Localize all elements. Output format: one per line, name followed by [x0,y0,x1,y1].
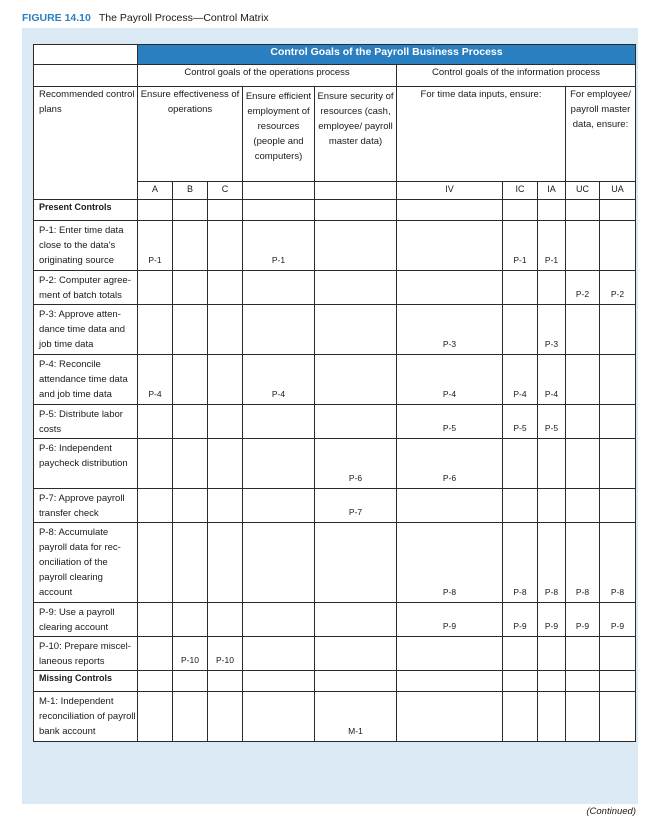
matrix-cell [173,523,208,603]
cell-value [243,739,314,741]
cell-value: P-1 [271,255,286,265]
matrix-cell [208,439,243,489]
figure-title [22,12,269,24]
figure-caption: The Payroll Process—Control Matrix [98,12,269,24]
control-plan-label: P-5: Distribute labor costs [34,405,138,439]
matrix-cell [173,439,208,489]
cell-value: P-4 [148,389,162,399]
cell-value: P-1 [513,255,527,265]
matrix-cell [538,405,566,439]
matrix-cell [243,489,315,523]
matrix-cell [397,355,503,405]
matrix-cell [315,439,397,489]
goal-letter: B [173,182,208,200]
matrix-cell [566,355,600,405]
cell-value [600,739,635,741]
cell-value: P-8 [610,587,625,597]
cell-value: P-1 [148,255,162,265]
control-plan-row [34,405,636,439]
matrix-cell [138,523,173,603]
matrix-cell [600,523,636,603]
matrix-cell [503,271,538,305]
matrix-cell [173,637,208,671]
cell-value: P-8 [544,587,559,597]
cell-value: P-10 [216,655,234,665]
matrix-cell [538,523,566,603]
matrix-cell [208,489,243,523]
matrix-cell [138,637,173,671]
matrix-cell [503,439,538,489]
cell-value [503,739,537,741]
matrix-cell [397,692,503,742]
matrix-cell [566,603,600,637]
matrix-cell [538,221,566,271]
matrix-cell [397,221,503,271]
control-plan-row [34,305,636,355]
goal-letter: UA [600,182,636,200]
cell-value: P-6 [348,473,363,483]
cell-value: P-9 [610,621,625,631]
matrix-cell [566,271,600,305]
matrix-cell [208,271,243,305]
control-plan-row [34,692,636,742]
goal-security: Ensure security of resources (cash, employee/ payroll master data) [315,87,397,182]
matrix-cell [503,692,538,742]
cell-value: P-4 [544,389,559,399]
cell-value: P-4 [271,389,286,399]
matrix-cell [315,692,397,742]
matrix-cell [243,305,315,355]
matrix-cell [566,405,600,439]
cell-value: P-4 [513,389,527,399]
cell-value: P-5 [544,423,559,433]
matrix-cell [397,405,503,439]
control-plan-label: P-7: Approve payroll transfer check [34,489,138,523]
figure-number: FIGURE 14.10 [22,12,91,24]
matrix-cell [138,439,173,489]
matrix-cell [315,603,397,637]
matrix-cell [208,603,243,637]
matrix-cell [503,489,538,523]
matrix-cell [397,305,503,355]
matrix-cell [600,355,636,405]
control-plan-row [34,439,636,489]
info-goals-header: Control goals of the information process [397,65,636,87]
matrix-cell [600,271,636,305]
matrix-cell [315,355,397,405]
matrix-cell [173,305,208,355]
matrix-cell [315,523,397,603]
matrix-cell [600,221,636,271]
matrix-cell [503,305,538,355]
matrix-cell [397,603,503,637]
cell-value [138,739,172,741]
matrix-cell [315,221,397,271]
cell-value: P-6 [442,473,457,483]
goal-letter: A [138,182,173,200]
cell-value: P-7 [348,507,363,517]
control-plan-row [34,603,636,637]
matrix-cell [243,271,315,305]
matrix-cell [566,305,600,355]
matrix-cell [243,405,315,439]
goal-letter [243,182,315,200]
matrix-cell [208,221,243,271]
cell-value: P-5 [513,423,527,433]
matrix-banner: Control Goals of the Payroll Business Process [138,45,636,65]
matrix-cell [243,221,315,271]
cell-value: P-9 [513,621,527,631]
cell-value: P-3 [442,339,457,349]
matrix-cell [397,637,503,671]
matrix-cell [538,439,566,489]
goal-master-data: For employee/ payroll master data, ensure: [566,87,636,182]
goal-letter: UC [566,182,600,200]
matrix-cell [315,489,397,523]
section-present-controls: Present Controls [34,200,138,221]
control-plan-label: P-6: Independent paycheck distribution [34,439,138,489]
matrix-cell [538,637,566,671]
matrix-cell [138,692,173,742]
goal-time-inputs: For time data inputs, ensure: [397,87,566,182]
matrix-cell [208,405,243,439]
cell-value [173,739,207,741]
matrix-cell [538,355,566,405]
control-plan-label: P-9: Use a payroll clearing account [34,603,138,637]
goal-letter: C [208,182,243,200]
matrix-cell [503,603,538,637]
matrix-cell [503,355,538,405]
continued-note: (Continued) [586,806,636,817]
matrix-cell [600,603,636,637]
matrix-panel [22,28,638,804]
matrix-cell [600,439,636,489]
matrix-cell [538,603,566,637]
goal-letter: IC [503,182,538,200]
matrix-cell [173,355,208,405]
matrix-cell [208,305,243,355]
matrix-cell [315,305,397,355]
cell-value: P-3 [544,339,559,349]
cell-value: P-2 [575,289,590,299]
matrix-cell [208,355,243,405]
cell-value: P-8 [575,587,590,597]
matrix-cell [173,221,208,271]
matrix-cell [315,271,397,305]
matrix-cell [600,637,636,671]
control-plan-label: P-8: Accumulate payroll data for rec-onciliation of the payroll clearing account [34,523,138,603]
matrix-cell [243,355,315,405]
matrix-cell [315,637,397,671]
section-missing-controls: Missing Controls [34,671,138,692]
matrix-cell [397,271,503,305]
control-plan-label: P-2: Computer agree-ment of batch totals [34,271,138,305]
cell-value: P-9 [442,621,457,631]
control-plan-label: P-1: Enter time data close to the data's originating source [34,221,138,271]
cell-value [208,739,242,741]
matrix-cell [538,305,566,355]
cell-value: P-10 [181,655,199,665]
matrix-cell [138,355,173,405]
cell-value: P-8 [442,587,457,597]
control-plan-row [34,489,636,523]
cell-value: P-9 [544,621,559,631]
cell-value: P-2 [610,289,625,299]
cell-value: P-4 [442,389,457,399]
matrix-cell [566,489,600,523]
matrix-cell [138,271,173,305]
matrix-cell [138,489,173,523]
matrix-cell [566,439,600,489]
cell-value: P-1 [544,255,559,265]
cell-value: M-1 [348,726,363,736]
matrix-cell [173,271,208,305]
matrix-cell [138,603,173,637]
ops-goals-header: Control goals of the operations process [138,65,397,87]
matrix-cell [503,637,538,671]
cell-value [538,739,565,741]
cell-value: P-8 [513,587,527,597]
matrix-cell [566,692,600,742]
matrix-cell [503,221,538,271]
goal-letter [315,182,397,200]
matrix-cell [600,305,636,355]
matrix-cell [173,489,208,523]
matrix-cell [138,221,173,271]
matrix-cell [208,637,243,671]
plans-header: Recommended control plans [34,87,138,200]
control-plan-row [34,221,636,271]
goal-effectiveness: Ensure effectiveness of operations [138,87,243,182]
matrix-cell [243,692,315,742]
matrix-cell [138,405,173,439]
matrix-cell [397,489,503,523]
control-plan-row [34,637,636,671]
cell-value: P-5 [442,423,457,433]
control-matrix [33,44,636,742]
matrix-cell [208,692,243,742]
matrix-cell [503,523,538,603]
cell-value [397,739,502,741]
matrix-cell [566,221,600,271]
matrix-cell [138,305,173,355]
matrix-cell [243,439,315,489]
matrix-cell [566,637,600,671]
matrix-cell [600,405,636,439]
control-plan-row [34,271,636,305]
goal-letter: IA [538,182,566,200]
matrix-cell [208,523,243,603]
matrix-cell [600,692,636,742]
matrix-cell [243,523,315,603]
goal-efficient: Ensure efficient employment of resources (people and computers) [243,87,315,182]
matrix-cell [243,603,315,637]
matrix-cell [173,603,208,637]
matrix-cell [503,405,538,439]
matrix-cell [538,692,566,742]
matrix-cell [566,523,600,603]
matrix-cell [315,405,397,439]
matrix-cell [538,489,566,523]
cell-value: P-9 [575,621,590,631]
goal-letter: IV [397,182,503,200]
matrix-cell [600,489,636,523]
control-plan-row [34,355,636,405]
matrix-cell [243,637,315,671]
matrix-cell [538,271,566,305]
control-plan-row [34,523,636,603]
cell-value [566,739,599,741]
control-plan-label: M-1: Independent reconciliation of payroll bank account [34,692,138,742]
control-plan-label: P-3: Approve atten-dance time data and job time data [34,305,138,355]
matrix-cell [173,405,208,439]
matrix-cell [397,439,503,489]
control-plan-label: P-10: Prepare miscel-laneous reports [34,637,138,671]
control-plan-label: P-4: Reconcile attendance time data and job time data [34,355,138,405]
matrix-cell [173,692,208,742]
matrix-cell [397,523,503,603]
